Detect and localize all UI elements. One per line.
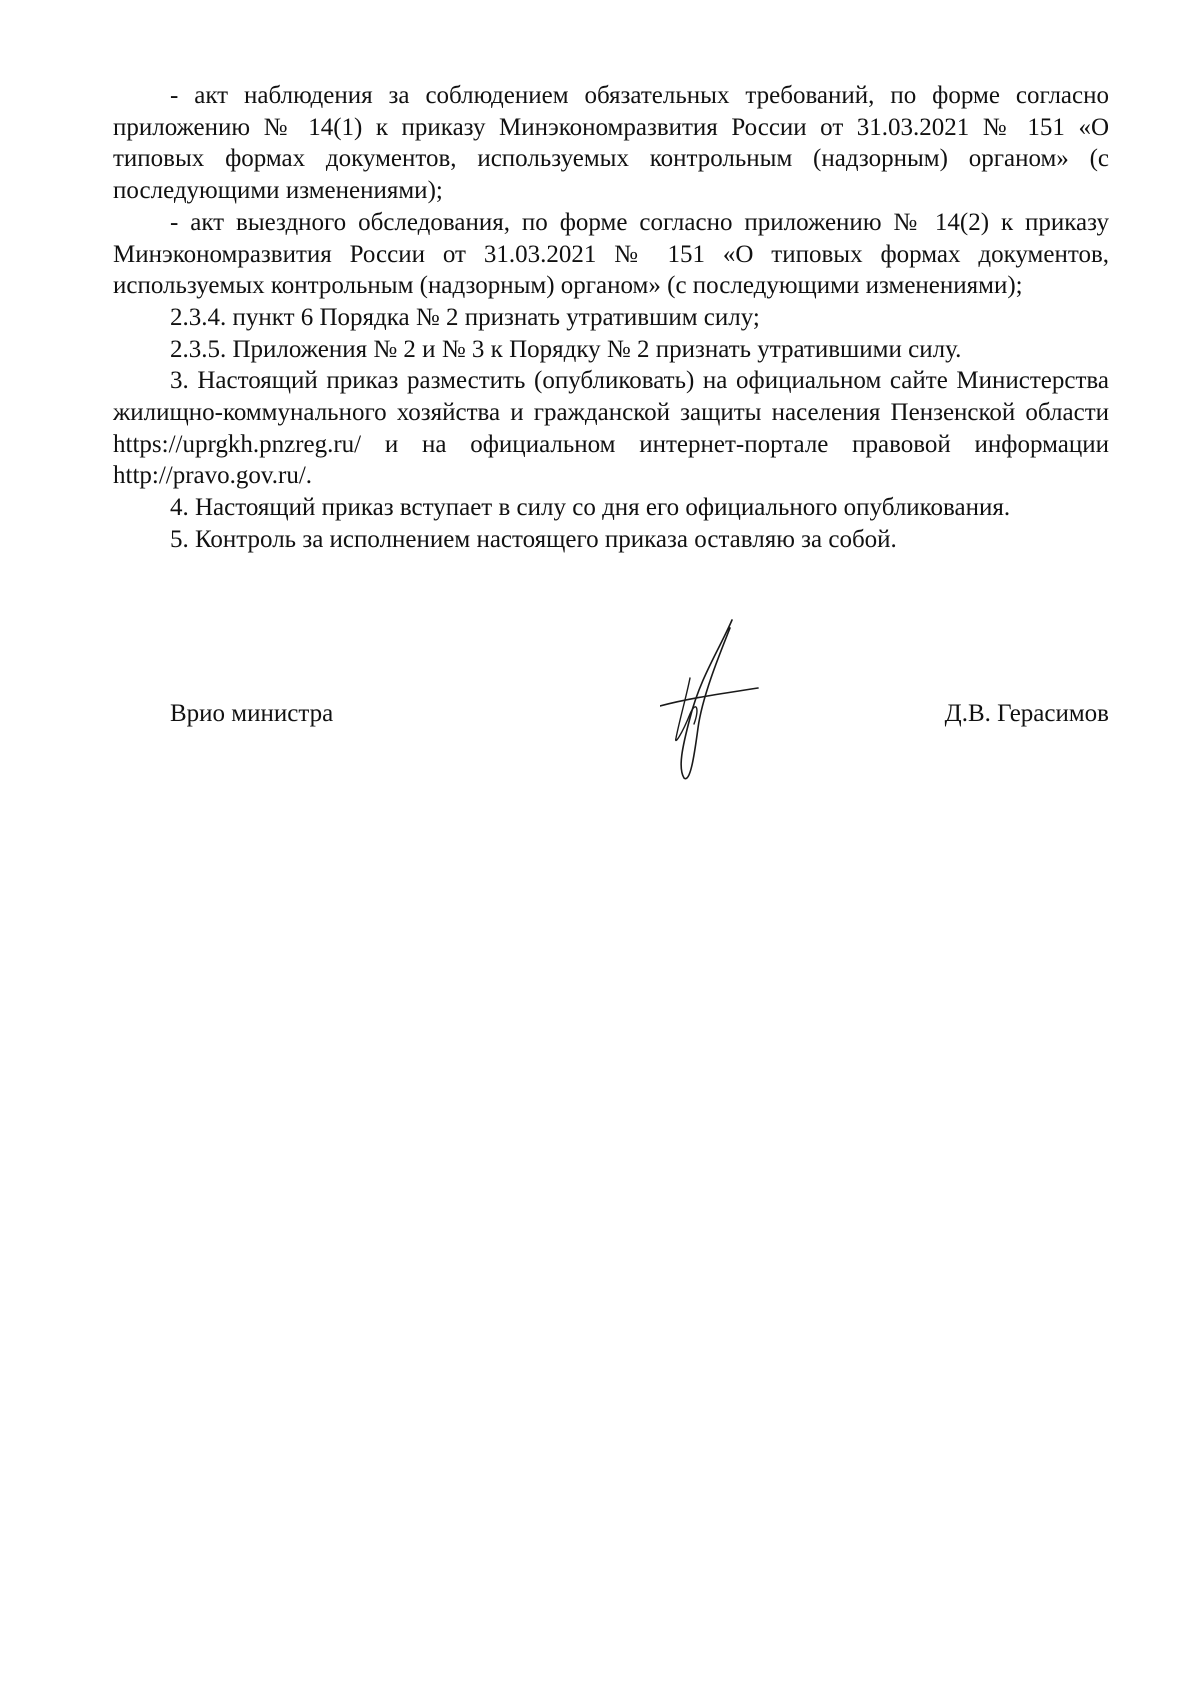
signatory-name: Д.В. Герасимов	[944, 700, 1109, 727]
signature-block	[113, 700, 1109, 740]
paragraph-2-3-5: 2.3.5. Приложения № 2 и № 3 к Порядку № 2 признать утратившими силу.	[170, 335, 962, 363]
paragraph-2-3-4: 2.3.4. пункт 6 Порядка № 2 признать утратившим силу;	[170, 303, 760, 331]
paragraph-5-control: 5. Контроль за исполнением настоящего приказа оставляю за собой.	[170, 525, 897, 553]
document-body	[113, 80, 1109, 556]
paragraph-3-publication: 3. Настоящий приказ разместить (опубликовать) на официальном сайте Министерства жилищно-коммунального хозяйства и гражданской защиты населения Пензенской области https://uprgkh.pnzreg.ru/ и на официальном интернет-портале правовой информации http://pravo.gov.ru/.	[113, 367, 1109, 490]
paragraph-act-observation: - акт наблюдения за соблюдением обязательных требований, по форме согласно приложению № 14(1) к приказу Минэкономразвития России от 31.03.2021 № 151 «О типовых формах документов, используемых контрольным (надзорным) органом» (с последующими изменениями);	[113, 82, 1109, 205]
paragraph-act-inspection: - акт выездного обследования, по форме согласно приложению № 14(2) к приказу Минэкономразвития России от 31.03.2021 № 151 «О типовых формах документов, используемых контрольным (надзорным) органом» (с последующими изменениями);	[113, 208, 1109, 300]
paragraph-4-entry-into-force: 4. Настоящий приказ вступает в силу со дня его официального опубликования.	[170, 494, 1011, 522]
signatory-position: Врио министра	[170, 700, 334, 727]
